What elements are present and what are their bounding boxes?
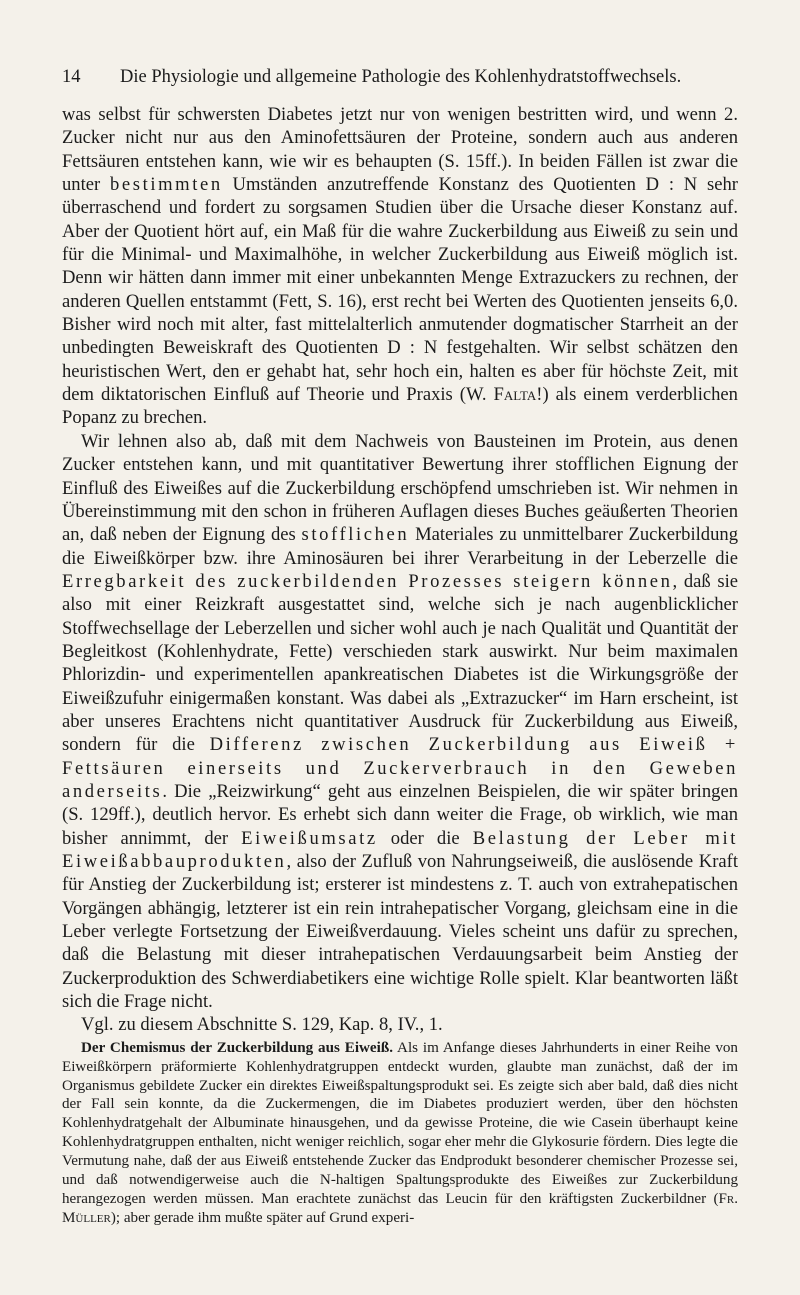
page-number: 14 [62,67,81,87]
text-run: , daß sie also mit einer Reizkraft ausgestattet sind, welche sich je nach augenblicklicher Stoffwechsellage der Leberzellen und sicher wohl auch je nach Qualität und Quantität der Begleitkost (Kohlenhydrate, Fette) verschieden stark auswirkt. Nur beim maximalen Phlorizdin- und experimentellen apankreatischen Diabetes ist die Wirkungsgröße der Eiweißzufuhr einigermaßen konstant. Was dabei als „Extrazucker“ im Harn erscheint, ist aber unseres Erachtens nicht quantitativer Ausdruck für Zuckerbildung aus Eiweiß, sondern für die [62,570,739,756]
emphasis: Eiweißumsatz [241,827,378,849]
emphasis: Erregbarkeit des zuckerbildenden Prozesses steigern können [62,570,673,592]
small-print-paragraph [62,1039,738,1228]
paragraph-3: Vgl. zu diesem Abschnitte S. 129, Kap. 8, IV., 1. [81,1014,443,1036]
text-run: Wir lehnen also ab, daß mit dem Nachweis von Bausteinen im Protein, aus denen Zucker entstehen kann, und mit quantitativer Bewertung ihrer stofflichen Eignung der Einfluß des Eiweißes auf die Zuckerbildung erschöpfend umschrieben ist. Wir nehmen in Übereinstimmung mit den schon in früheren Auflagen dieses Buches geäußerten Theorien an, daß neben der Eignung des [62,430,738,546]
emphasis: Differenz zwischen Zuckerbildung aus Eiweiß + Fettsäuren einerseits und Zuckerverbrauch in den Geweben anderseits [62,734,738,802]
text-run: Materiales zu unmittelbarer Zuckerbildung die Eiweißkörper bzw. ihre Aminosäuren bei ihrer Verarbeitung in der Leberzelle die [62,524,738,569]
emphasis: stofflichen [301,524,410,546]
text-run: . Die „Reizwirkung“ geht aus einzelnen Beispielen, die wir später bringen (S. 129ff.), deutlich hervor. Es erhebt sich dann weiter die Frage, ob wirklich, wie man bisher annimmt, der [62,780,738,849]
body-text [62,103,738,1228]
running-title: Die Physiologie und allgemeine Pathologie des Kohlenhydratstoffwechsels. [120,67,682,87]
text-run: oder die [377,827,473,849]
author-name: Falta [493,384,537,406]
text-run: Umständen anzutreffende Konstanz des Quotienten D : N sehr überraschend und fordert zu sorgsamen Studien über die Ursache dieser Konstanz auf. Aber der Quotient hört auf, ein Maß für die wahre Zuckerbildung aus Eiweiß zu sein und für die Minimal- und Maximalhöhe, in welcher Zuckerbildung aus Eiweiß möglich ist. Denn wir hätten dann immer mit einer unbekannten Menge Extrazuckers zu rechnen, der anderen Quellen entstammt (Fett, S. 16), erst recht bei Werten des Quotienten jenseits 6,0. Bisher wird noch mit alter, fast mittelalterlich anmutender dogmatischer Starrheit an der unbedingten Beweiskraft des Quotienten D : N festgehalten. Wir selbst schätzen den heuristischen Wert, den er gehabt hat, sehr hoch ein, halten es aber für höchste Zeit, mit dem diktatorischen Einfluß auf Theorie und Praxis (W. [62,174,738,406]
text-run: Als im Anfange dieses Jahrhunderts in einer Reihe von Eiweißkörpern präformierte Kohlenhydratgruppen entdeckt wurden, glaubte man zunächst, daß der im Organismus gebildete Zucker ein direktes Eiweißspaltungsprodukt sei. Es zeigte sich aber bald, daß dies nicht der Fall sein konnte, da die Zuckermengen, die im Diabetes produziert werden, über den höchsten Kohlenhydratgehalt der Albuminate hinausgehen, und da gewisse Proteine, die wie Casein überhaupt keine Kohlenhydratgruppen enthalten, nicht weniger reichlich, sogar eher mehr die Glykosurie fördern. Dies legte die Vermutung nahe, daß der aus Eiweiß entstehende Zucker das Endprodukt besonderer chemischer Prozesse sei, und daß notwendigerweise auch die N-haltigen Spaltungsprodukte des Eiweißes zur Zuckerbildung herangezogen werden müssen. Man erachtete zunächst das Leucin für den kräftigsten Zuckerbildner ( [62,1039,738,1207]
text-run: was selbst für schwersten Diabetes jetzt nur von wenigen bestritten wird, und wenn 2. Zucker nicht nur aus den Aminofettsäuren der Proteine, sondern auch aus anderen Fettsäuren entstehen kann, wie wir es behaupten (S. 15ff.). In beiden Fällen ist zwar die unter [62,104,738,196]
section-heading-inline: Der Chemismus der Zuckerbildung aus Eiweiß. [81,1039,393,1056]
paragraph-1 [62,103,738,430]
author-name: Fr. Müller [62,1191,738,1226]
text-run: ); aber gerade ihm mußte später auf Grund experi- [110,1209,415,1226]
emphasis: Belastung der Leber mit Eiweißabbauprodukten [62,827,739,872]
emphasis: bestimmten [110,174,223,196]
text-run: , also der Zufluß von Nahrungseiweiß, die auslösende Kraft für Anstieg der Zuckerbildung ist; ersterer ist mindestens z. T. auch von extrahepatischen Vorgängen abhängig, letzterer ist ein rein intrahepatischer Vorgang, gleichsam eine in die Leber verlegte Fortsetzung der Eiweißverdauung. Vieles scheint uns dafür zu sprechen, daß die Belastung mit dieser intrahepatischen Verdauungsarbeit beim Anstieg der Zuckerproduktion des Schwerdiabetikers eine wichtige Rolle spielt. Klar beantworten läßt sich die Frage nicht. [62,851,738,1013]
text-run: !) als einem verderblichen Popanz zu brechen. [62,384,738,429]
running-header [62,64,738,90]
paragraph-2 [62,430,738,1014]
